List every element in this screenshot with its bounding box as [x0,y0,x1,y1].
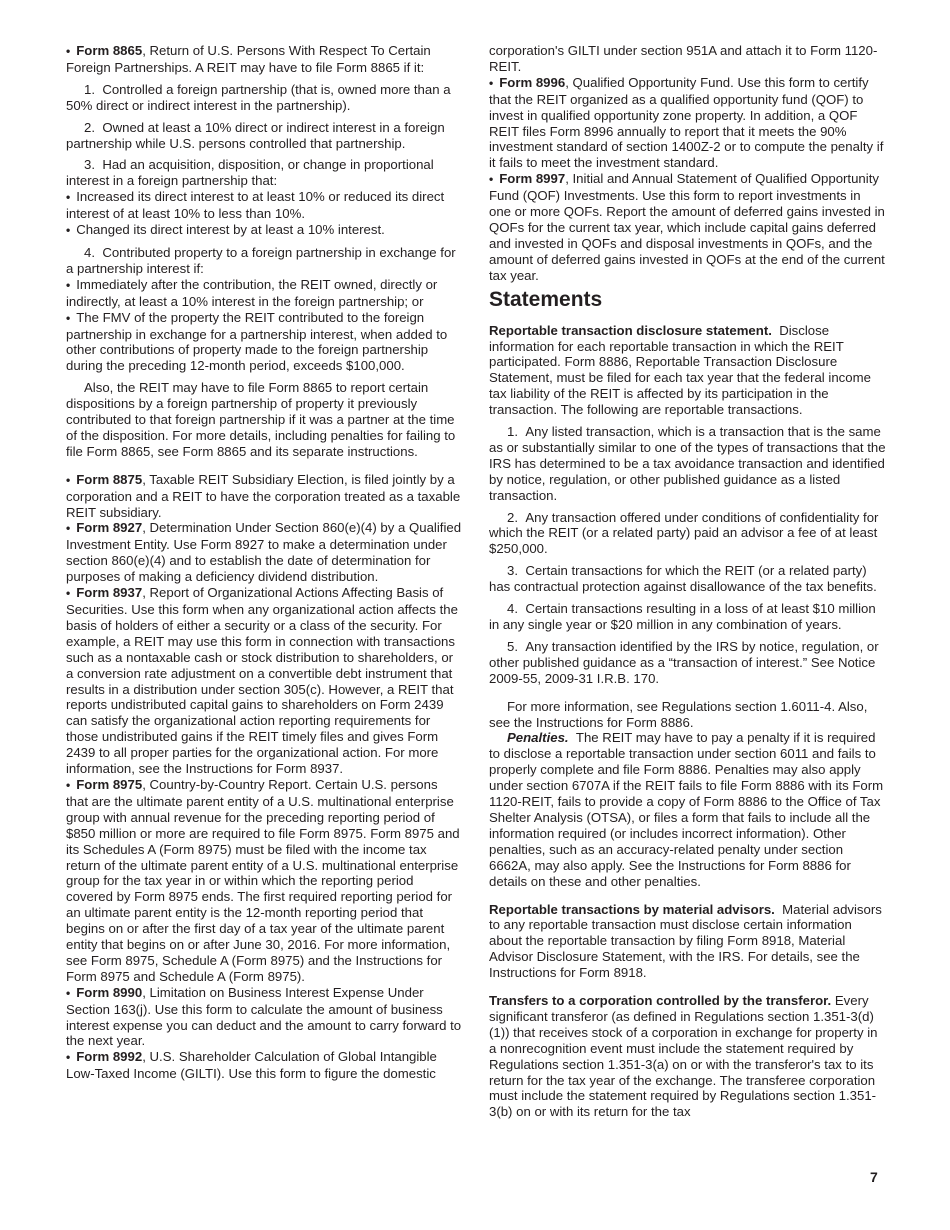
form-8975-item: • Form 8975, Country-by-Country Report. Certain U.S. persons that are the ultimate parent entity of a U.S. multinational enterprise group with annual revenue for the preceding reporting period of $850 million or more are required to file Form 8975. Form 8975 and its Schedules A (Form 8975) must be filed with the income tax return of the ultimate parent entity of a U.S. multinational enterprise group for the tax year in or within which the reporting period covered by Form 8975 ends. The first required reporting period for an ultimate parent entity is the 12-month reporting period that begins on or after the first day of a tax year of the ultimate parent entity that begins on or after June 30, 2016. For more information, see Form 8975, Schedule A (Form 8975) and the Instructions for Form 8975 and Schedule A (Form 8975). [66,777,462,985]
reportable-1: 1. Any listed transaction, which is a transaction that is the same as or substantially similar to one of the types of transactions that the IRS has determined to be a tax avoidance transaction and identified by notice, regulation, or other published guidance as a listed transaction. [489,424,886,503]
form-8865-also-paragraph: Also, the REIT may have to file Form 8865 to report certain dispositions by a foreign partnership of property it previously contributed to that foreign partnership if it was a partner at the time of the disposition. For more details, including penalties for failing to file Form 8865, see Form 8865 and its separate instructions. [66,380,456,459]
penalties-paragraph: Penalties. The REIT may have to pay a penalty if it is required to disclose a reportable transaction under section 6011 and fails to properly complete and file Form 8886. Penalties may also apply under section 6707A if the REIT fails to file Form 8886 with its Form 1120-REIT, fails to provide a copy of Form 8886 to the Office of Tax Shelter Analysis (OTSA), or files a form that fails to include all the information required (or includes incorrect information). Other penalties, such as an accuracy-related penalty under section 6662A, may also apply. See the Instructions for Form 8886 for details on these and other penalties. [489,730,884,889]
rtma-paragraph: Reportable transactions by material advisors. Material advisors to any reportable transaction must disclose certain information about the reportable transaction by filing Form 8918, Material Advisor Disclosure Statement, with the IRS. For details, see the Instructions for Form 8918. [489,901,882,981]
right-column [489,43,886,1120]
form-8927-item: • Form 8927, Determination Under Section 860(e)(4) by a Qualified Investment Entity. Use Form 8927 to make a determination under section 860(e)(4) and to establish the date of determination for purposes of making a deficiency dividend distribution. [66,520,462,585]
rtds-paragraph: Reportable transaction disclosure statement. Disclose information for each reportable transaction in which the REIT participated. Form 8886, Reportable Transaction Disclosure Statement, must be filed for each tax year that the federal income tax liability of the REIT is affected by its participation in the transaction. The following are reportable transactions. [489,322,871,418]
form-8997-item: • Form 8997, Initial and Annual Statement of Qualified Opportunity Fund (QOF) Investments. Use this form to report investments in one or more QOFs. Report the amount of deferred gains invested in QOFs for the current tax year, which include capital gains deferred and invested in QOFs and disposal investments in QOFs, and the amount of deferred gains invested in QOFs at the end of the current tax year. [489,171,886,283]
transfers-title: Transfers to a corporation controlled by the transferor. [489,993,832,1009]
form-8992-item: • Form 8992, U.S. Shareholder Calculation of Global Intangible Low-Taxed Income (GILTI). Use this form to figure the domestic [66,1049,462,1082]
form-8975-title: Form 8975 [76,776,143,792]
form-8990-title: Form 8990 [76,984,143,1000]
penalties-title: Penalties. [507,730,569,746]
form-8927-title: Form 8927 [76,520,143,536]
form-8875-item: • Form 8875, Taxable REIT Subsidiary Election, is filed jointly by a corporation and a REIT to have the corporation treated as a taxable REIT subsidiary. [66,472,462,521]
condition-4-bullet-b: • The FMV of the property the REIT contributed to the foreign partnership in exchange for a partnership interest, when added to other contributions of property made to the foreign partnership during the preceding 12-month period, exceeds $100,000. [66,310,462,375]
transfers-paragraph: Transfers to a corporation controlled by the transferor. Every significant transferor (as defined in Regulations section 1.351-3(d)(1)) that receives stock of a corporation in exchange for property in a nonrecognition event must include the statement required by Regulations section 1.351-3(a) on or with the transferor's tax to its return for the tax year of the exchange. The transferee corporation must include the statement required by Regulations section 1.351-3(b) on or with its return for the tax [489,993,878,1120]
form-8996-item: • Form 8996, Qualified Opportunity Fund. Use this form to certify that the REIT organized as a qualified opportunity fund (QOF) to invest in qualified opportunity zone property. In addition, a QOF REIT files Form 8996 annually to report that it meets the 90% investment standard of section 1400Z-2 or to compute the penalty if it fails to meet the investment standard. [489,75,886,171]
form-8990-item: • Form 8990, Limitation on Business Interest Expense Under Section 163(j). Use this form to calculate the amount of business interest expense you can deduct and the amount to carry forward to the next year. [66,985,462,1050]
reportable-2: 2. Any transaction offered under conditions of confidentiality for which the REIT (or a related party) paid an advisor a fee of at least $250,000. [489,509,879,557]
reportable-4: 4. Certain transactions resulting in a loss of at least $10 million in any single year or $20 million in any combination of years. [489,601,876,632]
left-column [66,43,462,1082]
form-8992-continued: corporation's GILTI under section 951A and attach it to Form 1120-REIT. [489,43,878,74]
form-8937-title: Form 8937 [76,585,143,601]
form-8937-item: • Form 8937, Report of Organizational Actions Affecting Basis of Securities. Use this form when any organizational action affects the basis of holders of either a security or a class of the security. For example, a REIT may use this form in connection with transactions such as a nontaxable cash or stock distribution to shareholders, or a conversion rate adjustment on a convertible debt instrument that results in a distribution under section 305(c). However, a REIT that reports undistributed capital gains to shareholders on Form 2439 can satisfy the organizational action reporting requirements for those undistributed gains if the REIT timely files and gives Form 2439 to all proper parties for the organizational action. For more information, see the Instructions for Form 8937. [66,585,462,777]
form-8865-item: • Form 8865, Return of U.S. Persons With Respect To Certain Foreign Partnerships. A REIT may have to file Form 8865 if it: [66,43,462,76]
form-8997-title: Form 8997 [499,171,566,187]
condition-3-bullet-b: • Changed its direct interest by at least a 10% interest. [66,222,462,239]
statements-heading: Statements [489,287,603,311]
condition-3: 3. Had an acquisition, disposition, or change in proportional interest in a foreign partnership that: [66,157,434,189]
reportable-3: 3. Certain transactions for which the REIT (or a related party) has contractual protection against disallowance of the tax benefits. [489,563,877,595]
rtds-title: Reportable transaction disclosure statement. [489,322,772,338]
form-8875-title: Form 8875 [76,471,143,487]
more-info-paragraph: For more information, see Regulations section 1.6011-4. Also, see the Instructions for Form 8886. [489,698,868,730]
form-8996-title: Form 8996 [499,74,566,90]
page-number: 7 [870,1169,878,1185]
reportable-5: 5. Any transaction identified by the IRS by notice, regulation, or other published guidance as a “transaction of interest.” See Notice 2009-55, 2009-31 I.R.B. 170. [489,638,879,686]
condition-4: 4. Contributed property to a foreign partnership in exchange for a partnership interest if: [66,244,456,276]
rtma-title: Reportable transactions by material advisors. [489,901,775,917]
form-8992-title: Form 8992 [76,1049,143,1065]
form-8865-title: Form 8865 [76,43,143,58]
condition-1: 1. Controlled a foreign partnership (that is, owned more than a 50% direct or indirect interest in the partnership). [66,81,451,113]
condition-3-bullet-a: • Increased its direct interest to at least 10% or reduced its direct interest of at least 10% to less than 10%. [66,189,462,222]
condition-2: 2. Owned at least a 10% direct or indirect interest in a foreign partnership while U.S. persons controlled that partnership. [66,119,445,151]
condition-4-bullet-a: • Immediately after the contribution, the REIT owned, directly or indirectly, at least a 10% interest in the foreign partnership; or [66,277,462,310]
